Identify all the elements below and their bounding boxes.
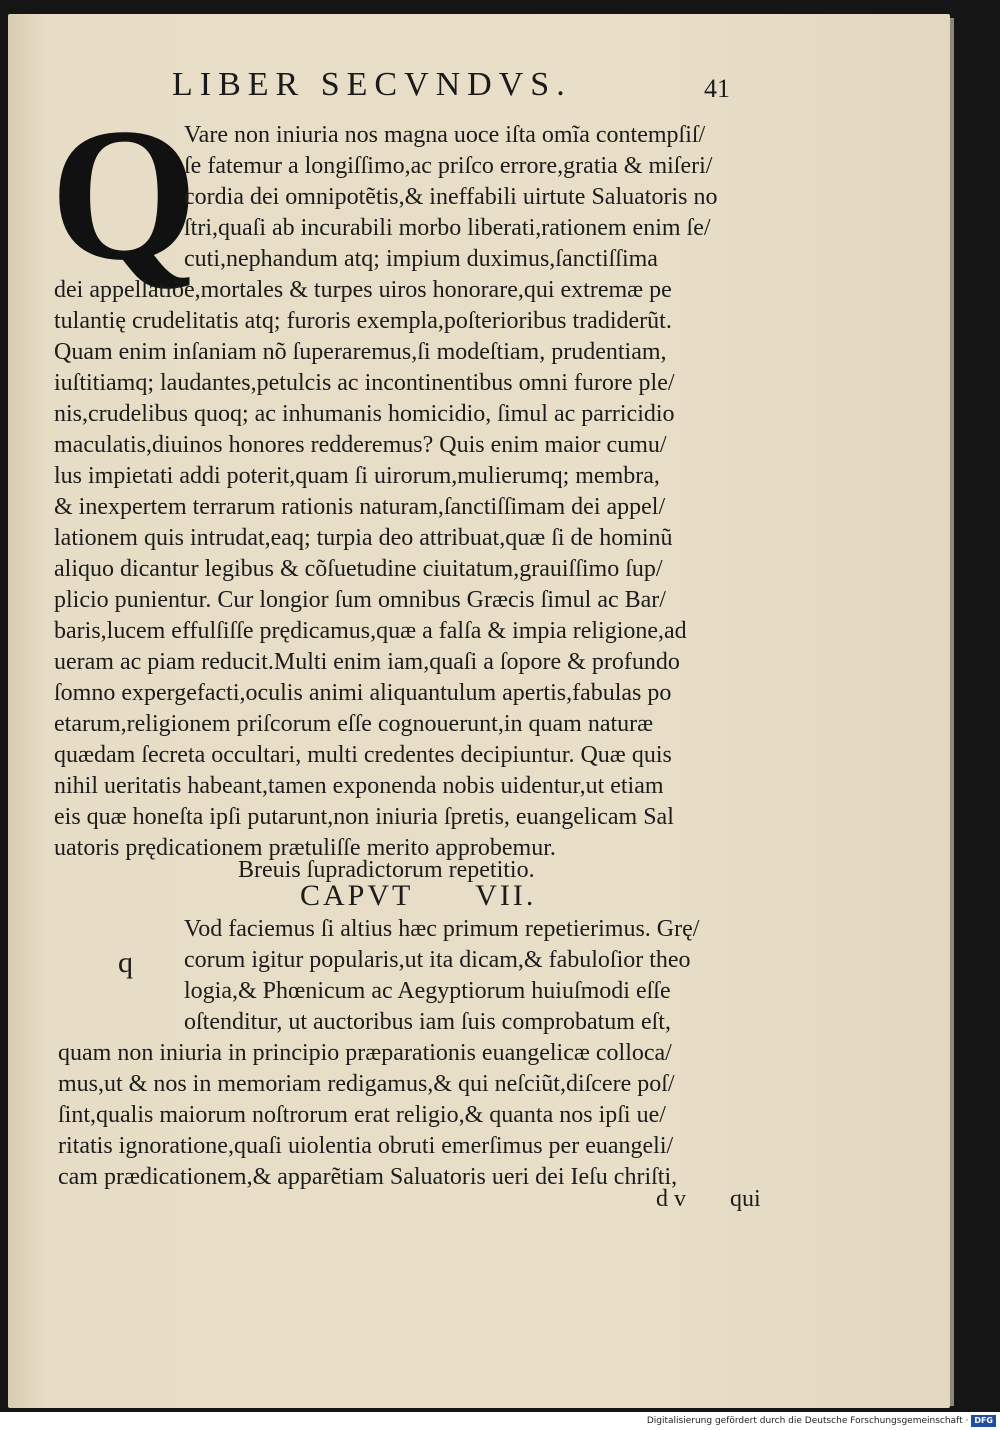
text-line: eis quæ honeſta ipſi putarunt,non iniuria ſpretis, euangelicam Sal	[54, 804, 674, 830]
text-line: ſe fatemur a longiſſimo,ac priſco errore,gratia & miſeri/	[184, 153, 713, 179]
text-line: plicio punientur. Cur longior ſum omnibus Græcis ſimul ac Bar/	[54, 587, 666, 613]
marginal-guide-letter: q	[118, 946, 133, 979]
footer-text: Digitalisierung gefördert durch die Deutsche Forschungsgemeinschaft ·	[646, 1416, 969, 1426]
text-line: iuſtitiamq; laudantes,petulcis ac incontinentibus omni furore ple/	[54, 370, 675, 396]
text-line: oſtenditur, ut auctoribus iam ſuis comprobatum eſt,	[184, 1009, 671, 1035]
running-head: LIBER SECVNDVS.	[172, 66, 572, 103]
text-line: Quam enim inſaniam nõ ſuperaremus,ſi modeſtiam, prudentiam,	[54, 339, 667, 365]
text-line: corum igitur popularis,ut ita dicam,& fabuloſior theo	[184, 947, 691, 973]
text-line: ueram ac piam reducit.Multi enim iam,quaſi a ſopore & profundo	[54, 649, 680, 675]
text-line: ſint,qualis maiorum noſtrorum erat religio,& quanta nos ipſi ue/	[58, 1102, 666, 1128]
text-line: mus,ut & nos in memoriam redigamus,& qui neſciũt,diſcere poſ/	[58, 1071, 675, 1097]
text-line: aliquo dicantur legibus & cõſuetudine ciuitatum,grauiſſimo ſup/	[54, 556, 663, 582]
text-line: Vare non iniuria nos magna uoce iſta omĩa contempſiſ/	[184, 122, 706, 148]
text-line: & inexpertem terrarum rationis naturam,ſanctiſſimam dei appel/	[54, 494, 666, 520]
text-line: cordia dei omnipotẽtis,& ineffabili uirtute Saluatoris no	[184, 184, 718, 210]
text-line: baris,lucem effulſiſſe prędicamus,quæ a falſa & impia religione,ad	[54, 618, 687, 644]
text-line: ſtri,quaſi ab incurabili morbo liberati,rationem enim ſe/	[184, 215, 711, 241]
text-line: logia,& Phœnicum ac Aegyptiorum huiuſmodi eſſe	[184, 978, 671, 1004]
text-line: lus impietati addi poterit,quam ſi uirorum,mulierumq; membra,	[54, 463, 660, 489]
signature-mark: d v	[656, 1186, 686, 1212]
catchword: qui	[730, 1186, 761, 1212]
text-line: nihil ueritatis habeant,tamen exponenda nobis uidentur,ut etiam	[54, 773, 664, 799]
folio-number: 41	[704, 74, 730, 103]
text-line: quædam ſecreta occultari, multi credentes decipiuntur. Quæ quis	[54, 742, 672, 768]
text-line: maculatis,diuinos honores redderemus? Quis enim maior cumu/	[54, 432, 667, 458]
text-line: cuti,nephandum atq; impium duximus,ſanctiſſima	[184, 246, 658, 272]
text-line: quam non iniuria in principio præparationis euangelicæ colloca/	[58, 1040, 672, 1066]
text-line: etarum,religionem priſcorum eſſe cognouerunt,in quam naturæ	[54, 711, 654, 737]
text-line: nis,crudelibus quoq; ac inhumanis homicidio, ſimul ac parricidio	[54, 401, 675, 427]
text-line: uatoris prędicationem prætuliſſe merito approbemur.	[54, 835, 556, 861]
text-line: tulantię crudelitatis atq; furoris exempla,poſterioribus tradiderũt.	[54, 308, 672, 334]
text-line: ritatis ignoratione,quaſi uiolentia obruti emerſimus per euangeli/	[58, 1133, 674, 1159]
text-line: ſomno expergefacti,oculis animi aliquantulum apertis,fabulas po	[54, 680, 672, 706]
text-line: lationem quis intrudat,eaq; turpia deo attribuat,quæ ſi de hominũ	[54, 525, 673, 551]
digitization-footer	[604, 1414, 996, 1428]
summary-heading: Breuis ſupradictorum repetitio.	[238, 857, 535, 883]
text-line: Vod faciemus ſi altius hæc primum repetierimus. Grę/	[184, 916, 700, 942]
chapter-heading: CAPVT VII.	[300, 879, 537, 912]
decorated-initial: Q	[50, 90, 198, 300]
dfg-logo: DFG	[971, 1415, 996, 1427]
text-line: dei appellatiõe,mortales & turpes uiros honorare,qui extremæ pe	[54, 277, 672, 303]
text-line: cam prædicationem,& apparẽtiam Saluatoris ueri dei Ieſu chriſti,	[58, 1164, 678, 1190]
page-edge	[950, 18, 954, 1406]
